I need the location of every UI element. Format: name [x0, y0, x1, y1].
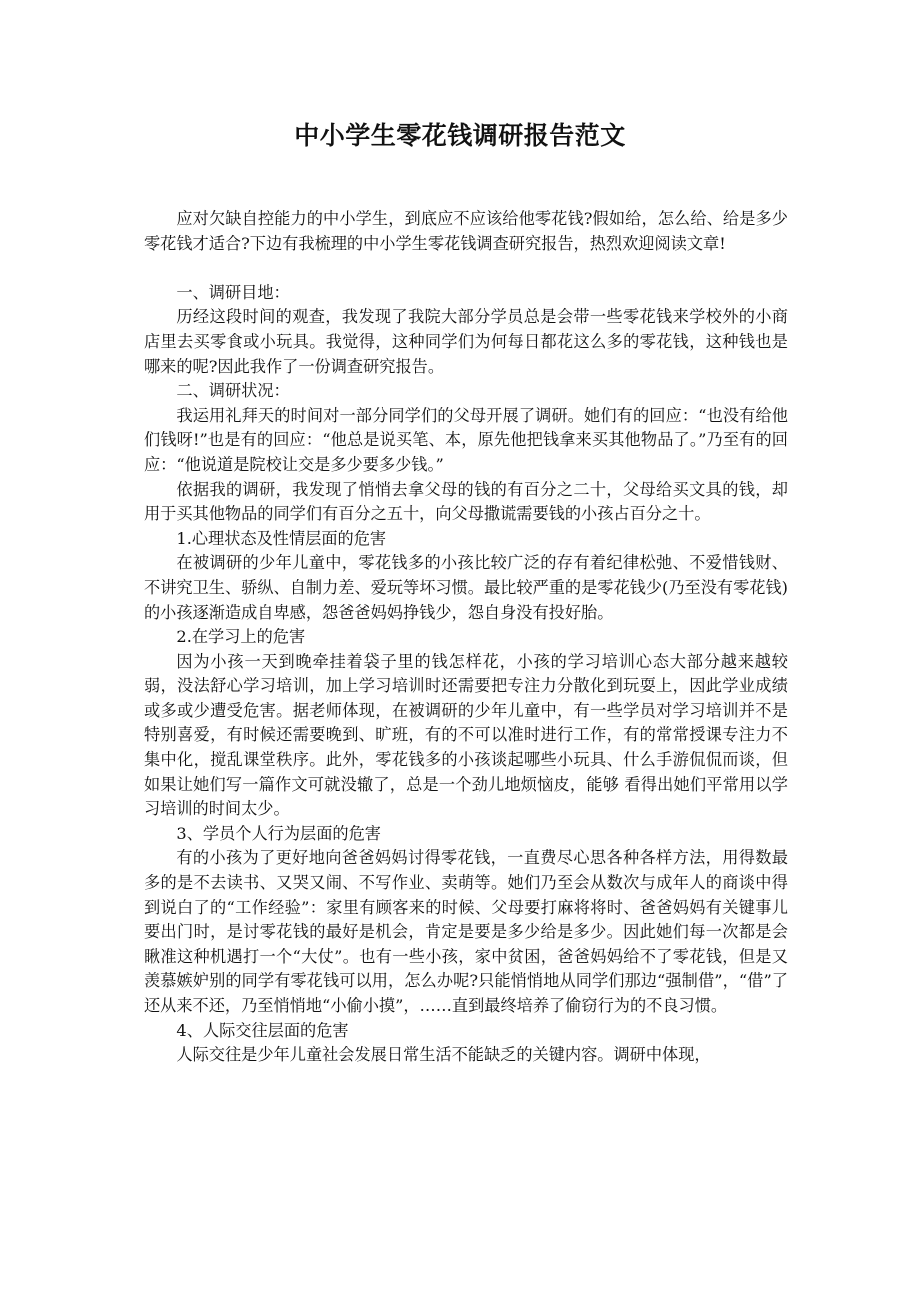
- paragraph-behavior: 有的小孩为了更好地向爸爸妈妈讨得零花钱，一直费尽心思各种各样方法，用得数最多的是不去读书、又哭又闹、不写作业、卖萌等。她们乃至会从数次与成年人的商谈中得到说白了的“工作经验”：家里有顾客来的时候、父母要打麻将将时、爸爸妈妈有关键事儿要出门时，是讨零花钱的最好是机会，肯定是要是多少给是多少。因此她们每一次都是会瞅准这种机遇打一个“大仗”。也有一些小孩，家中贫困，爸爸妈妈给不了零花钱，但是又羡慕嫉妒别的同学有零花钱可以用，怎么办呢?只能悄悄地从同学们那边“强制借”，“借”了还从来不还，乃至悄悄地“小偷小摸”，……直到最终培养了偷窃行为的不良习惯。: [144, 848, 788, 1015]
- section-heading-purpose: 一、调研目地：: [176, 282, 290, 302]
- document-body: [144, 207, 788, 1068]
- document-title: 中小学生零花钱调研报告范文: [294, 121, 626, 150]
- section-heading-status: 二、调研状况：: [176, 381, 290, 401]
- paragraph-psychological: 在被调研的少年儿童中，零花钱多的小孩比较广泛的存有着纪律松弛、不爱惜钱财、不讲究卫生、骄纵、自制力差、爱玩等坏习惯。最比较严重的是零花钱少(乃至没有零花钱)的小孩逐渐造成自卑感，怨爸爸妈妈挣钱少，怨自身没有投好胎。: [144, 553, 788, 622]
- subheading-behavior: 3、学员个人行为层面的危害: [176, 823, 381, 843]
- paragraph-social: 人际交往是少年儿童社会发展日常生活不能缺乏的关键内容。调研中体现，: [176, 1045, 711, 1065]
- subheading-social: 4、人际交往层面的危害: [176, 1020, 349, 1040]
- subheading-study: 2.在学习上的危害: [176, 627, 306, 647]
- subheading-psychological: 1.心理状态及性情层面的危害: [176, 528, 387, 548]
- paragraph-status-responses: 我运用礼拜天的时间对一部分同学们的父母开展了调研。她们有的回应：“也没有给他们钱呀!”也是有的回应：“他总是说买笔、本，原先他把钱拿来买其他物品了。”乃至有的回应：“他说道是院校让交是多少要多少钱。”: [144, 405, 788, 474]
- paragraph-status-statistics: 依据我的调研，我发现了悄悄去拿父母的钱的有百分之二十，父母给买文具的钱，却用于买其他物品的同学们有百分之五十，向父母撒谎需要钱的小孩占百分之十。: [144, 479, 788, 524]
- intro-paragraph: 应对欠缺自控能力的中小学生，到底应不应该给他零花钱?假如给，怎么给、给是多少零花钱才适合?下边有我梳理的中小学生零花钱调查研究报告，热烈欢迎阅读文章!: [144, 209, 788, 253]
- paragraph-spacer: [144, 256, 788, 281]
- paragraph-purpose: 历经这段时间的观查，我发现了我院大部分学员总是会带一些零花钱来学校外的小商店里去买零食或小玩具。我觉得，这种同学们为何每日都花这么多的零花钱，这种钱也是哪来的呢?因此我作了一份调查研究报告。: [144, 307, 788, 376]
- paragraph-study: 因为小孩一天到晚牵挂着袋子里的钱怎样花，小孩的学习培训心态大部分越来越较弱，没法舒心学习培训，加上学习培训时还需要把专注力分散化到玩耍上，因此学业成绩或多或少遭受危害。据老师体现，在被调研的少年儿童中，有一些学员对学习培训并不是特别喜爱，有时候还需要晚到、旷班，有的不可以准时进行工作，有的常常授课专注力不集中化，搅乱课堂秩序。此外，零花钱多的小孩谈起哪些小玩具、什么手游侃侃而谈，但如果让她们写一篇作文可就没辙了，总是一个劲儿地烦恼皮，能够 看得出她们平常用以学习培训的时间太少。: [144, 651, 788, 819]
